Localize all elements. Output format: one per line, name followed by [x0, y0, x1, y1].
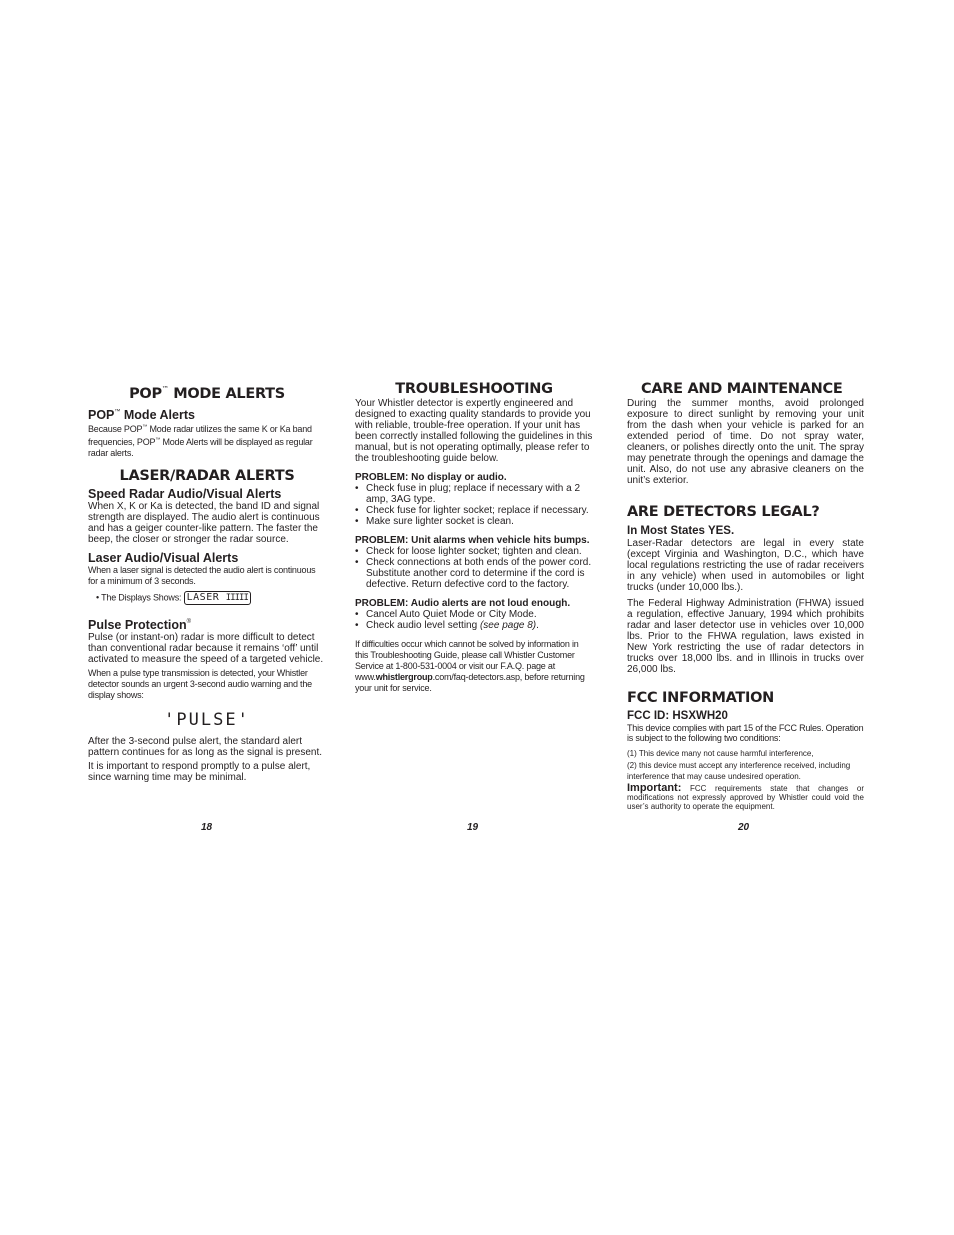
- trademark-symbol: ™: [155, 437, 161, 443]
- page-number-20: 20: [738, 822, 750, 833]
- pop-mode-alerts-heading: [88, 380, 326, 403]
- page-number-19: 19: [467, 822, 479, 833]
- problem-2-heading: PROBLEM: Unit alarms when vehicle hits bumps.: [355, 535, 590, 546]
- list-item: • Make sure lighter socket is clean.: [355, 516, 593, 527]
- list-item: • Check fuse for lighter socket; replace if necessary.: [355, 505, 593, 516]
- problem-2-list: [355, 546, 593, 590]
- list-item: • Check for loose lighter socket; tighten and clean.: [355, 546, 593, 557]
- list-item-text: Check audio level setting: [366, 620, 480, 631]
- paragraph-text: .com/faq-detectors.asp, before returning your unit for service.: [355, 672, 585, 693]
- subheading-text: Pulse Protection: [88, 618, 187, 632]
- problem-1-list: [355, 483, 593, 527]
- paragraph-text: FCC requirements state that changes or modifications not expressly approved by Whistler could void the user’s authority to operate the equipment.: [627, 784, 864, 811]
- speed-radar-subheading: Speed Radar Audio/Visual Alerts: [88, 487, 282, 501]
- pulse-paragraph-3: After the 3-second pulse alert, the standard alert pattern continues for as long as the signal is present.: [88, 736, 323, 758]
- fcc-id: FCC ID: HSXWH20: [627, 710, 728, 722]
- trademark-symbol: ™: [114, 409, 121, 415]
- pulse-display-readout: 'PULSE': [164, 710, 250, 730]
- care-paragraph: During the summer months, avoid prolonged exposure to direct sunlight by removing your unit from the dash when your vehicle is parked for an extended period of time. Do not spray water, cleaners, or polishes directly onto the unit. The spray may penetrate through the openings and damage the unit. Also, do not use any abrasive cleaners on the unit’s exterior.: [627, 398, 864, 486]
- list-item: • Check fuse in plug; replace if necessary with a 2 amp, 3AG type.: [355, 483, 593, 505]
- care-maintenance-heading: CARE AND MAINTENANCE: [641, 381, 843, 397]
- paragraph-text: Mode Alerts will be displayed as regular radar alerts.: [88, 437, 313, 458]
- laser-display-line: [88, 591, 326, 605]
- list-item: [355, 620, 593, 631]
- column-page-18: [88, 380, 326, 783]
- website-name: whistlergroup: [375, 672, 433, 682]
- paragraph-text: Mode radar utilizes the same K or Ka band frequencies, POP: [88, 424, 312, 447]
- trademark-symbol: ™: [142, 424, 148, 430]
- pulse-paragraph-4: It is important to respond promptly to a pulse alert, since warning time may be minimal.: [88, 761, 311, 783]
- pulse-paragraph-2: When a pulse type transmission is detected, your Whistler detector sounds an urgent 3-second audio warning and the display shows:: [88, 668, 312, 700]
- laser-display-icon: [184, 591, 251, 605]
- problem-3-list: [355, 609, 593, 631]
- legal-paragraph-1: Laser-Radar detectors are legal in every state (except Virginia and Washington, D.C., which have local regulations restricting the use of radar receivers in any vehicle) when used in automobiles or light trucks (under 10,000 lbs.).: [627, 538, 864, 593]
- list-item: • Cancel Auto Quiet Mode or City Mode.: [355, 609, 593, 620]
- list-item: • Check connections at both ends of the power cord. Substitute another cord to determine if the cord is defective. Return defective cord to the factory.: [355, 557, 593, 590]
- page-number-18: 18: [201, 822, 213, 833]
- signal-bars-icon: IIIII: [225, 593, 248, 603]
- fcc-condition-1: (1) This device many not cause harmful interference,: [627, 749, 814, 758]
- pop-mode-paragraph: [88, 422, 326, 459]
- pulse-paragraph-1: Pulse (or instant-on) radar is more difficult to detect than conventional radar because it remains ‘off’ until activated to measure the speed of a targeted vehicle.: [88, 632, 324, 665]
- speed-radar-paragraph: When X, K or Ka is detected, the band ID and signal strength are displayed. The audio alert is continuous and has a geiger counter-like pattern. The faster the beep, the closer or stronger the radar source.: [88, 501, 320, 545]
- troubleshooting-intro: Your Whistler detector is expertly engineered and designed to exacting quality standards to provide you with reliable, trouble-free operation. If your unit has been correctly installed following the guidelines in this manual, but is not operating optimally, please refer to the troubleshooting guide below.: [355, 398, 593, 464]
- display-caption: • The Displays Shows:: [96, 592, 182, 603]
- problem-1-heading: PROBLEM: No display or audio.: [355, 472, 507, 483]
- paragraph-text: Because POP: [88, 424, 143, 434]
- important-label: Important:: [627, 782, 682, 794]
- laser-alerts-paragraph: When a laser signal is detected the audio alert is continuous for a minimum of 3 seconds.: [88, 565, 316, 586]
- problem-3-heading: PROBLEM: Audio alerts are not loud enough.: [355, 598, 571, 609]
- column-page-19: [355, 380, 593, 694]
- fcc-paragraph: This device complies with part 15 of the FCC Rules. Operation is subject to the following two conditions:: [627, 723, 864, 743]
- trademark-symbol: ™: [161, 385, 169, 393]
- heading-text: POP: [129, 386, 162, 402]
- registered-symbol: ®: [186, 619, 192, 625]
- subheading-text: Mode Alerts: [120, 408, 195, 422]
- lcd-text: LASER: [186, 592, 220, 603]
- detectors-legal-heading: ARE DETECTORS LEGAL?: [627, 504, 820, 520]
- pulse-protection-subheading: [88, 615, 326, 632]
- laser-alerts-subheading: Laser Audio/Visual Alerts: [88, 551, 239, 565]
- pop-mode-subheading: [88, 405, 326, 422]
- paragraph-text: If difficulties occur which cannot be solved by information in this Troubleshooting Guide, please call Whistler Customer Service at 1-800-531-0004 or visit our F.A.Q. page at www.: [355, 639, 579, 682]
- column-page-20: [627, 380, 864, 811]
- page-reference: (see page 8): [479, 620, 537, 631]
- fcc-information-heading: FCC INFORMATION: [627, 690, 774, 706]
- list-item-text: .: [536, 620, 539, 631]
- heading-text: MODE ALERTS: [168, 386, 285, 402]
- subheading-text: POP: [88, 408, 115, 422]
- important-note: [627, 784, 864, 811]
- troubleshooting-outro: [355, 639, 593, 694]
- legal-paragraph-2: The Federal Highway Administration (FHWA) issued a regulation, effective January, 1994 which prohibits radar and laser detector use in vehicles over 10,000 lbs. Prior to the FHWA regulation, laws existed in New York restricting the use of radar detectors in trucks over 18,000 lbs. and in Illinois in trucks over 26,000 lbs.: [627, 598, 864, 675]
- legal-subheading: In Most States YES.: [627, 525, 735, 537]
- troubleshooting-heading: TROUBLESHOOTING: [395, 381, 553, 397]
- laser-radar-alerts-heading: LASER/RADAR ALERTS: [119, 468, 295, 484]
- fcc-condition-2: (2) this device must accept any interference received, including interference that may cause undesired operation.: [627, 761, 851, 781]
